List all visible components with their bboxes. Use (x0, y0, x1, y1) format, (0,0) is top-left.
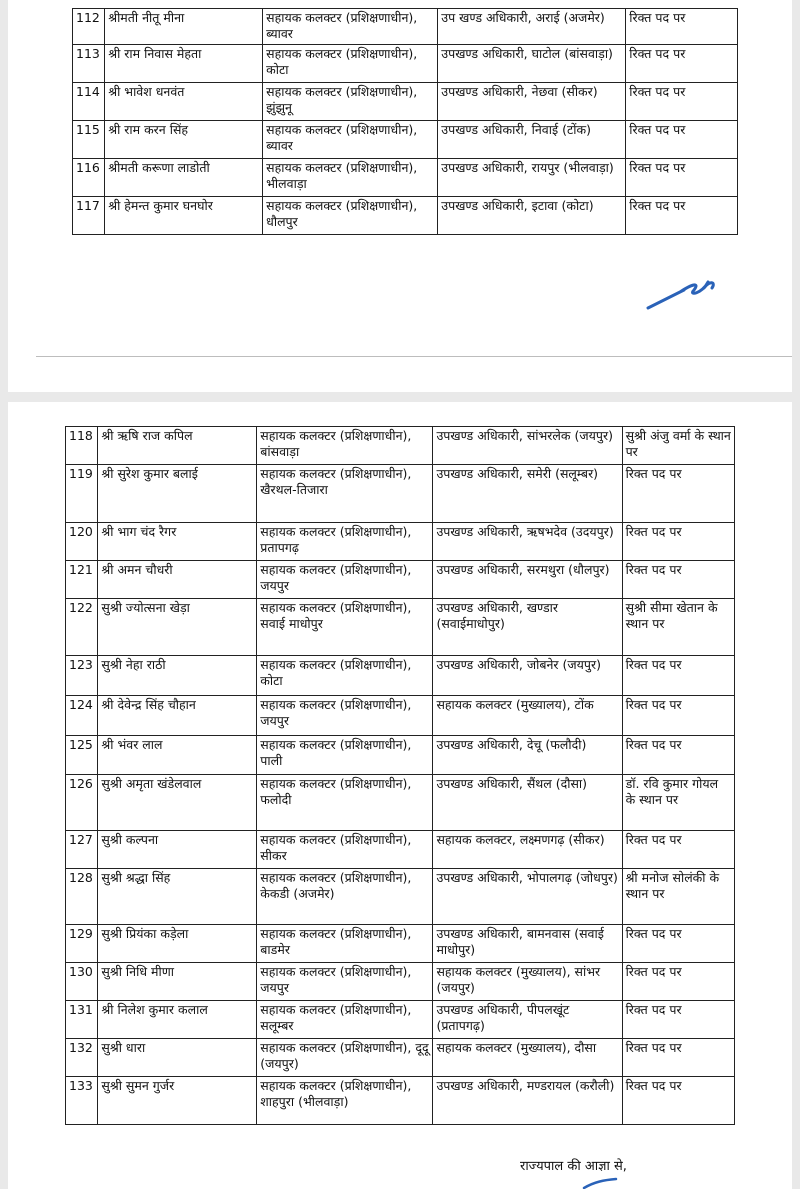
remarks-cell: रिक्त पद पर (622, 831, 734, 869)
current-posting-cell: सहायक कलक्टर (प्रशिक्षणाधीन), फलोदी (257, 775, 433, 831)
remarks-cell: रिक्त पद पर (626, 45, 738, 83)
serial-number-cell: 121 (66, 561, 98, 599)
serial-number-cell: 112 (73, 9, 105, 45)
remarks-cell: रिक्त पद पर (626, 159, 738, 197)
new-posting-cell: उपखण्ड अधिकारी, खण्डार (सवाईमाधोपुर) (433, 599, 622, 656)
new-posting-cell: उपखण्ड अधिकारी, सांभरलेक (जयपुर) (433, 427, 622, 465)
new-posting-cell: सहायक कलक्टर (मुख्यालय), दौसा (433, 1039, 622, 1077)
officer-name-cell: श्री हेमन्त कुमार घनघोर (105, 197, 263, 235)
remarks-cell: रिक्त पद पर (626, 121, 738, 159)
new-posting-cell: उपखण्ड अधिकारी, देचू (फलौदी) (433, 736, 622, 775)
table-row (66, 925, 735, 963)
remarks-cell: रिक्त पद पर (622, 1039, 734, 1077)
table-row (66, 465, 735, 523)
new-posting-cell: उपखण्ड अधिकारी, इटावा (कोटा) (438, 197, 626, 235)
posting-table-bottom (65, 426, 735, 1125)
document-page-bottom (8, 402, 792, 1189)
new-posting-cell: सहायक कलक्टर, लक्ष्मणगढ़ (सीकर) (433, 831, 622, 869)
table-row (73, 45, 738, 83)
current-posting-cell: सहायक कलक्टर (प्रशिक्षणाधीन), कोटा (257, 656, 433, 696)
officer-name-cell: श्री भावेश धनवंत (105, 83, 263, 121)
current-posting-cell: सहायक कलक्टर (प्रशिक्षणाधीन), दूदू (जयपुर) (257, 1039, 433, 1077)
new-posting-cell: उपखण्ड अधिकारी, मण्डरायल (करौली) (433, 1077, 622, 1125)
new-posting-cell: उपखण्ड अधिकारी, ऋषभदेव (उदयपुर) (433, 523, 622, 561)
officer-name-cell: सुश्री निधि मीणा (98, 963, 257, 1001)
new-posting-cell: उपखण्ड अधिकारी, नेछवा (सीकर) (438, 83, 626, 121)
current-posting-cell: सहायक कलक्टर (प्रशिक्षणाधीन), बांसवाड़ा (257, 427, 433, 465)
officer-name-cell: सुश्री ज्योत्सना खेड़ा (98, 599, 257, 656)
officer-name-cell: श्री राम करन सिंह (105, 121, 263, 159)
table-row (66, 869, 735, 925)
table-row (73, 159, 738, 197)
current-posting-cell: सहायक कलक्टर (प्रशिक्षणाधीन), सीकर (257, 831, 433, 869)
serial-number-cell: 131 (66, 1001, 98, 1039)
officer-name-cell: श्री ऋषि राज कपिल (98, 427, 257, 465)
serial-number-cell: 116 (73, 159, 105, 197)
remarks-cell: रिक्त पद पर (626, 9, 738, 45)
new-posting-cell: उपखण्ड अधिकारी, भोपालगढ़ (जोधपुर) (433, 869, 622, 925)
new-posting-cell: उपखण्ड अधिकारी, घाटोल (बांसवाड़ा) (438, 45, 626, 83)
remarks-cell: रिक्त पद पर (622, 656, 734, 696)
document-page-top (8, 0, 792, 392)
officer-name-cell: श्री निलेश कुमार कलाल (98, 1001, 257, 1039)
officer-name-cell: सुश्री सुमन गुर्जर (98, 1077, 257, 1125)
new-posting-cell: उपखण्ड अधिकारी, बामनवास (सवाई माधोपुर) (433, 925, 622, 963)
remarks-cell: रिक्त पद पर (622, 465, 734, 523)
officer-name-cell: श्री भाग चंद रैगर (98, 523, 257, 561)
officer-name-cell: सुश्री नेहा राठी (98, 656, 257, 696)
remarks-cell: रिक्त पद पर (626, 83, 738, 121)
serial-number-cell: 126 (66, 775, 98, 831)
remarks-cell: रिक्त पद पर (622, 963, 734, 1001)
remarks-cell: रिक्त पद पर (622, 736, 734, 775)
current-posting-cell: सहायक कलक्टर (प्रशिक्षणाधीन), सलूम्बर (257, 1001, 433, 1039)
table-row (66, 1077, 735, 1125)
current-posting-cell: सहायक कलक्टर (प्रशिक्षणाधीन), भीलवाड़ा (263, 159, 438, 197)
new-posting-cell: उपखण्ड अधिकारी, समेरी (सलूम्बर) (433, 465, 622, 523)
officer-name-cell: श्री भंवर लाल (98, 736, 257, 775)
table-row (66, 736, 735, 775)
table-row (66, 599, 735, 656)
order-authority-text: राज्यपाल की आज्ञा से, (520, 1159, 627, 1174)
officer-name-cell: सुश्री श्रद्धा सिंह (98, 869, 257, 925)
remarks-cell: सुश्री अंजु वर्मा के स्थान पर (622, 427, 734, 465)
current-posting-cell: सहायक कलक्टर (प्रशिक्षणाधीन), कोटा (263, 45, 438, 83)
officer-name-cell: श्री अमन चौधरी (98, 561, 257, 599)
new-posting-cell: उपखण्ड अधिकारी, निवाई (टोंक) (438, 121, 626, 159)
table-row (66, 696, 735, 736)
current-posting-cell: सहायक कलक्टर (प्रशिक्षणाधीन), जयपुर (257, 696, 433, 736)
current-posting-cell: सहायक कलक्टर (प्रशिक्षणाधीन), पाली (257, 736, 433, 775)
serial-number-cell: 120 (66, 523, 98, 561)
table-row (73, 9, 738, 45)
new-posting-cell: उपखण्ड अधिकारी, रायपुर (भीलवाड़ा) (438, 159, 626, 197)
current-posting-cell: सहायक कलक्टर (प्रशिक्षणाधीन), प्रतापगढ़ (257, 523, 433, 561)
current-posting-cell: सहायक कलक्टर (प्रशिक्षणाधीन), जयपुर (257, 561, 433, 599)
officer-name-cell: श्री देवेन्द्र सिंह चौहान (98, 696, 257, 736)
current-posting-cell: सहायक कलक्टर (प्रशिक्षणाधीन), बाडमेर (257, 925, 433, 963)
current-posting-cell: सहायक कलक्टर (प्रशिक्षणाधीन), खैरथल-तिजारा (257, 465, 433, 523)
new-posting-cell: उपखण्ड अधिकारी, सरमथुरा (धौलपुर) (433, 561, 622, 599)
table-row (66, 427, 735, 465)
serial-number-cell: 130 (66, 963, 98, 1001)
remarks-cell: रिक्त पद पर (626, 197, 738, 235)
serial-number-cell: 118 (66, 427, 98, 465)
serial-number-cell: 117 (73, 197, 105, 235)
officer-name-cell: श्रीमती करूणा लाडोती (105, 159, 263, 197)
officer-name-cell: सुश्री प्रियंका कड़ेला (98, 925, 257, 963)
remarks-cell: रिक्त पद पर (622, 696, 734, 736)
current-posting-cell: सहायक कलक्टर (प्रशिक्षणाधीन), जयपुर (257, 963, 433, 1001)
serial-number-cell: 122 (66, 599, 98, 656)
table-row (73, 83, 738, 121)
signature-stroke (580, 1176, 620, 1189)
new-posting-cell: उपखण्ड अधिकारी, जोबनेर (जयपुर) (433, 656, 622, 696)
officer-name-cell: श्री सुरेश कुमार बलाई (98, 465, 257, 523)
current-posting-cell: सहायक कलक्टर (प्रशिक्षणाधीन), ब्यावर (263, 9, 438, 45)
serial-number-cell: 125 (66, 736, 98, 775)
remarks-cell: रिक्त पद पर (622, 561, 734, 599)
table-row (66, 831, 735, 869)
remarks-cell: सुश्री सीमा खेतान के स्थान पर (622, 599, 734, 656)
officer-name-cell: श्रीमती नीतू मीना (105, 9, 263, 45)
serial-number-cell: 132 (66, 1039, 98, 1077)
new-posting-cell: उपखण्ड अधिकारी, पीपलखूंट (प्रतापगढ़) (433, 1001, 622, 1039)
current-posting-cell: सहायक कलक्टर (प्रशिक्षणाधीन), सवाई माधोपुर (257, 599, 433, 656)
table-row (73, 121, 738, 159)
serial-number-cell: 124 (66, 696, 98, 736)
table-row (73, 197, 738, 235)
table-row (66, 775, 735, 831)
serial-number-cell: 113 (73, 45, 105, 83)
table-row (66, 656, 735, 696)
signature-mark (640, 264, 720, 314)
serial-number-cell: 114 (73, 83, 105, 121)
remarks-cell: श्री मनोज सोलंकी के स्थान पर (622, 869, 734, 925)
officer-name-cell: सुश्री कल्पना (98, 831, 257, 869)
posting-table-top (72, 8, 738, 235)
officer-name-cell: सुश्री धारा (98, 1039, 257, 1077)
serial-number-cell: 119 (66, 465, 98, 523)
serial-number-cell: 129 (66, 925, 98, 963)
remarks-cell: रिक्त पद पर (622, 1077, 734, 1125)
current-posting-cell: सहायक कलक्टर (प्रशिक्षणाधीन), झुंझुनू (263, 83, 438, 121)
new-posting-cell: सहायक कलक्टर (मुख्यालय), सांभर (जयपुर) (433, 963, 622, 1001)
remarks-cell: रिक्त पद पर (622, 1001, 734, 1039)
table-row (66, 523, 735, 561)
officer-name-cell: श्री राम निवास मेहता (105, 45, 263, 83)
table-row (66, 963, 735, 1001)
remarks-cell: डॉ. रवि कुमार गोयल के स्थान पर (622, 775, 734, 831)
table-row (66, 561, 735, 599)
serial-number-cell: 127 (66, 831, 98, 869)
new-posting-cell: सहायक कलक्टर (मुख्यालय), टोंक (433, 696, 622, 736)
serial-number-cell: 123 (66, 656, 98, 696)
current-posting-cell: सहायक कलक्टर (प्रशिक्षणाधीन), ब्यावर (263, 121, 438, 159)
current-posting-cell: सहायक कलक्टर (प्रशिक्षणाधीन), शाहपुरा (भीलवाड़ा) (257, 1077, 433, 1125)
current-posting-cell: सहायक कलक्टर (प्रशिक्षणाधीन), केकडी (अजमेर) (257, 869, 433, 925)
remarks-cell: रिक्त पद पर (622, 925, 734, 963)
page-divider (36, 356, 792, 357)
officer-name-cell: सुश्री अमृता खंडेलवाल (98, 775, 257, 831)
serial-number-cell: 128 (66, 869, 98, 925)
remarks-cell: रिक्त पद पर (622, 523, 734, 561)
current-posting-cell: सहायक कलक्टर (प्रशिक्षणाधीन), धौलपुर (263, 197, 438, 235)
serial-number-cell: 115 (73, 121, 105, 159)
table-row (66, 1001, 735, 1039)
new-posting-cell: उपखण्ड अधिकारी, सैंथल (दौसा) (433, 775, 622, 831)
serial-number-cell: 133 (66, 1077, 98, 1125)
table-row (66, 1039, 735, 1077)
new-posting-cell: उप खण्ड अधिकारी, अराई (अजमेर) (438, 9, 626, 45)
